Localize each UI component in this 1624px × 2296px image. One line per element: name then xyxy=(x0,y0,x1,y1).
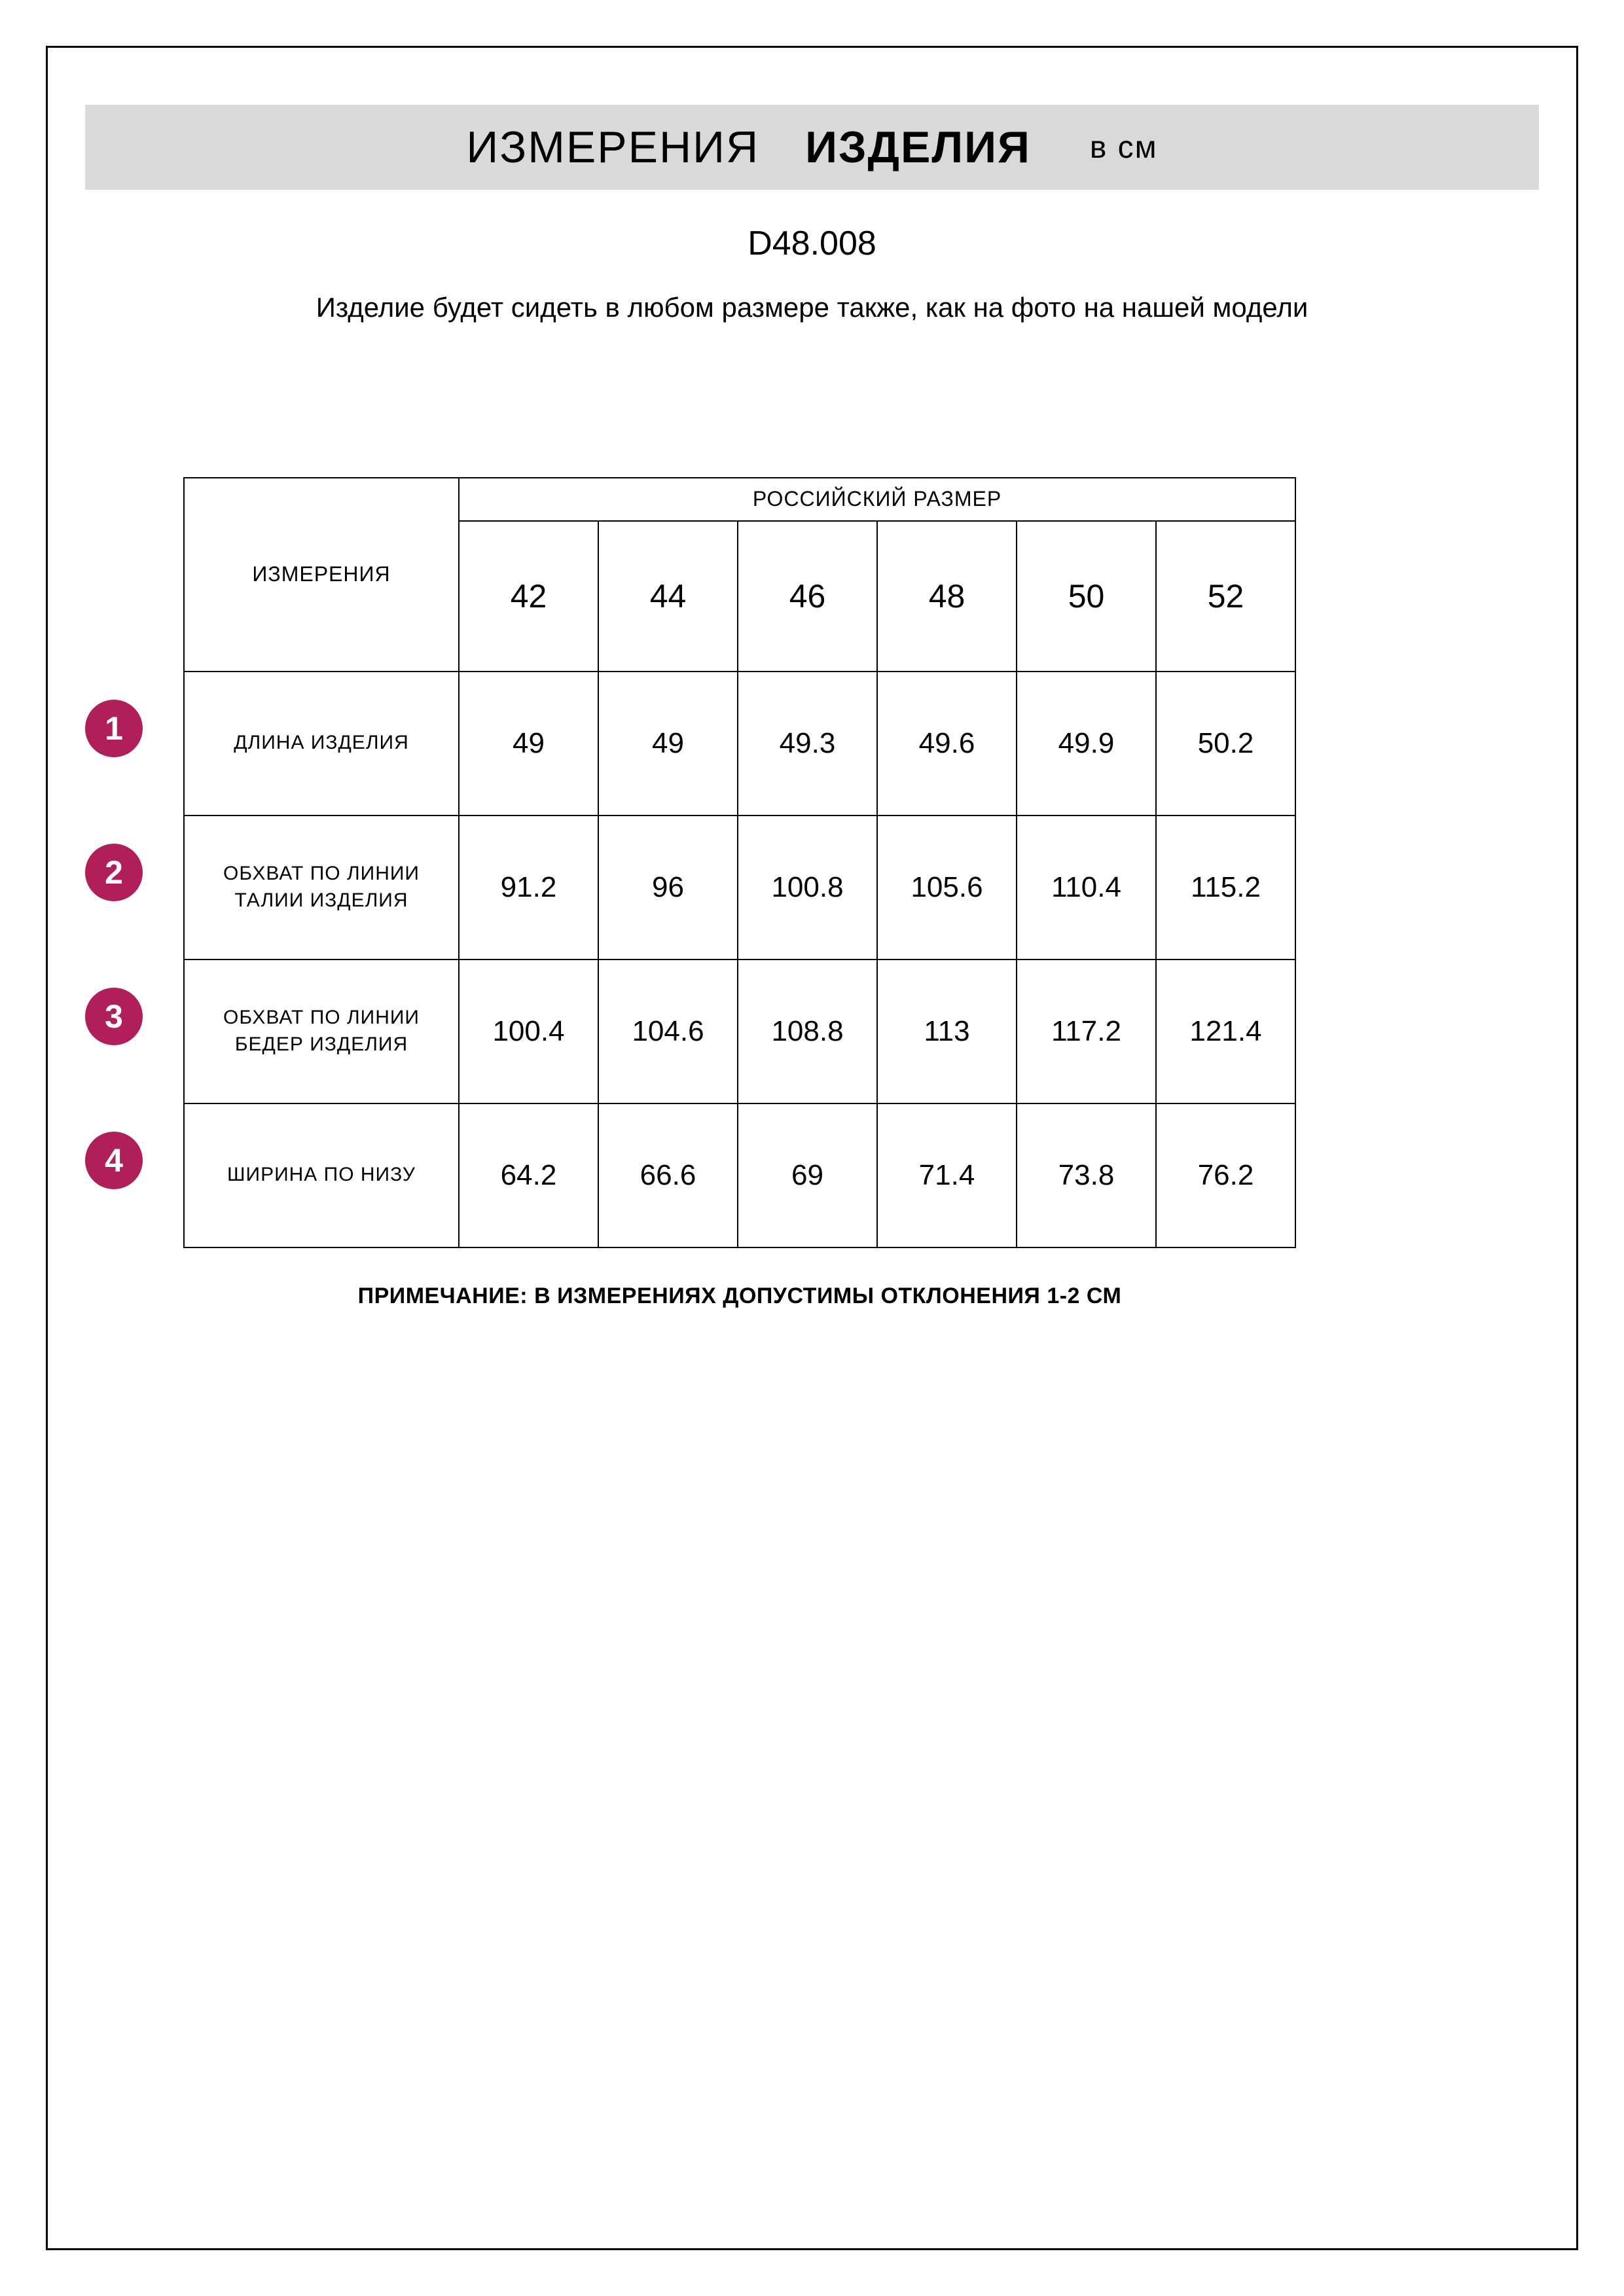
cell-hips-42: 100.4 xyxy=(459,960,598,1103)
page-title-measurements: ИЗМЕРЕНИЯ xyxy=(466,122,760,172)
cell-bottom-48: 71.4 xyxy=(877,1103,1017,1247)
cell-waist-50: 110.4 xyxy=(1017,816,1156,960)
cell-bottom-44: 66.6 xyxy=(598,1103,738,1247)
row-label-length: ДЛИНА ИЗДЕЛИЯ xyxy=(184,672,459,816)
header-russian-size: РОССИЙСКИЙ РАЗМЕР xyxy=(459,478,1295,521)
size-table xyxy=(183,477,1296,1248)
fit-note: Изделие будет сидеть в любом размере также, как на фото на нашей модели xyxy=(316,292,1308,323)
cell-length-48: 49.6 xyxy=(877,672,1017,816)
cell-waist-46: 100.8 xyxy=(738,816,877,960)
cell-bottom-46: 69 xyxy=(738,1103,877,1247)
cell-hips-52: 121.4 xyxy=(1156,960,1295,1103)
cell-length-50: 49.9 xyxy=(1017,672,1156,816)
cell-length-42: 49 xyxy=(459,672,598,816)
cell-hips-44: 104.6 xyxy=(598,960,738,1103)
cell-hips-48: 113 xyxy=(877,960,1017,1103)
table-row xyxy=(184,672,1295,816)
header-size-44: 44 xyxy=(598,521,738,672)
row-label-waist: ОБХВАТ ПО ЛИНИИ ТАЛИИ ИЗДЕЛИЯ xyxy=(184,816,459,960)
article-code: D48.008 xyxy=(748,224,876,262)
cell-bottom-50: 73.8 xyxy=(1017,1103,1156,1247)
header-size-50: 50 xyxy=(1017,521,1156,672)
cell-waist-44: 96 xyxy=(598,816,738,960)
page-title-unit: в см xyxy=(1089,130,1158,165)
header-size-46: 46 xyxy=(738,521,877,672)
row-label-hips: ОБХВАТ ПО ЛИНИИ БЕДЕР ИЗДЕЛИЯ xyxy=(184,960,459,1103)
cell-waist-52: 115.2 xyxy=(1156,816,1295,960)
table-header-group-row xyxy=(184,478,1295,521)
cell-bottom-52: 76.2 xyxy=(1156,1103,1295,1247)
size-table-wrapper xyxy=(79,477,1545,1248)
row-badge-2: 2 xyxy=(85,844,143,901)
cell-length-44: 49 xyxy=(598,672,738,816)
cell-bottom-42: 64.2 xyxy=(459,1103,598,1247)
row-badge-3: 3 xyxy=(85,988,143,1045)
document-content xyxy=(79,105,1545,1309)
cell-waist-48: 105.6 xyxy=(877,816,1017,960)
measurement-note: ПРИМЕЧАНИЕ: В ИЗМЕРЕНИЯХ ДОПУСТИМЫ ОТКЛОНЕНИЯ 1-2 СМ xyxy=(357,1283,1122,1308)
header-size-48: 48 xyxy=(877,521,1017,672)
row-label-bottom-width: ШИРИНА ПО НИЗУ xyxy=(184,1103,459,1247)
cell-hips-46: 108.8 xyxy=(738,960,877,1103)
cell-waist-42: 91.2 xyxy=(459,816,598,960)
header-band xyxy=(85,105,1539,190)
page-title-product: ИЗДЕЛИЯ xyxy=(805,122,1031,172)
row-badge-1: 1 xyxy=(85,700,143,757)
cell-length-46: 49.3 xyxy=(738,672,877,816)
header-size-52: 52 xyxy=(1156,521,1295,672)
header-size-42: 42 xyxy=(459,521,598,672)
header-measurements: ИЗМЕРЕНИЯ xyxy=(184,478,459,672)
table-row xyxy=(184,1103,1295,1247)
cell-hips-50: 117.2 xyxy=(1017,960,1156,1103)
cell-length-52: 50.2 xyxy=(1156,672,1295,816)
table-row xyxy=(184,816,1295,960)
table-row xyxy=(184,960,1295,1103)
row-badge-4: 4 xyxy=(85,1132,143,1189)
